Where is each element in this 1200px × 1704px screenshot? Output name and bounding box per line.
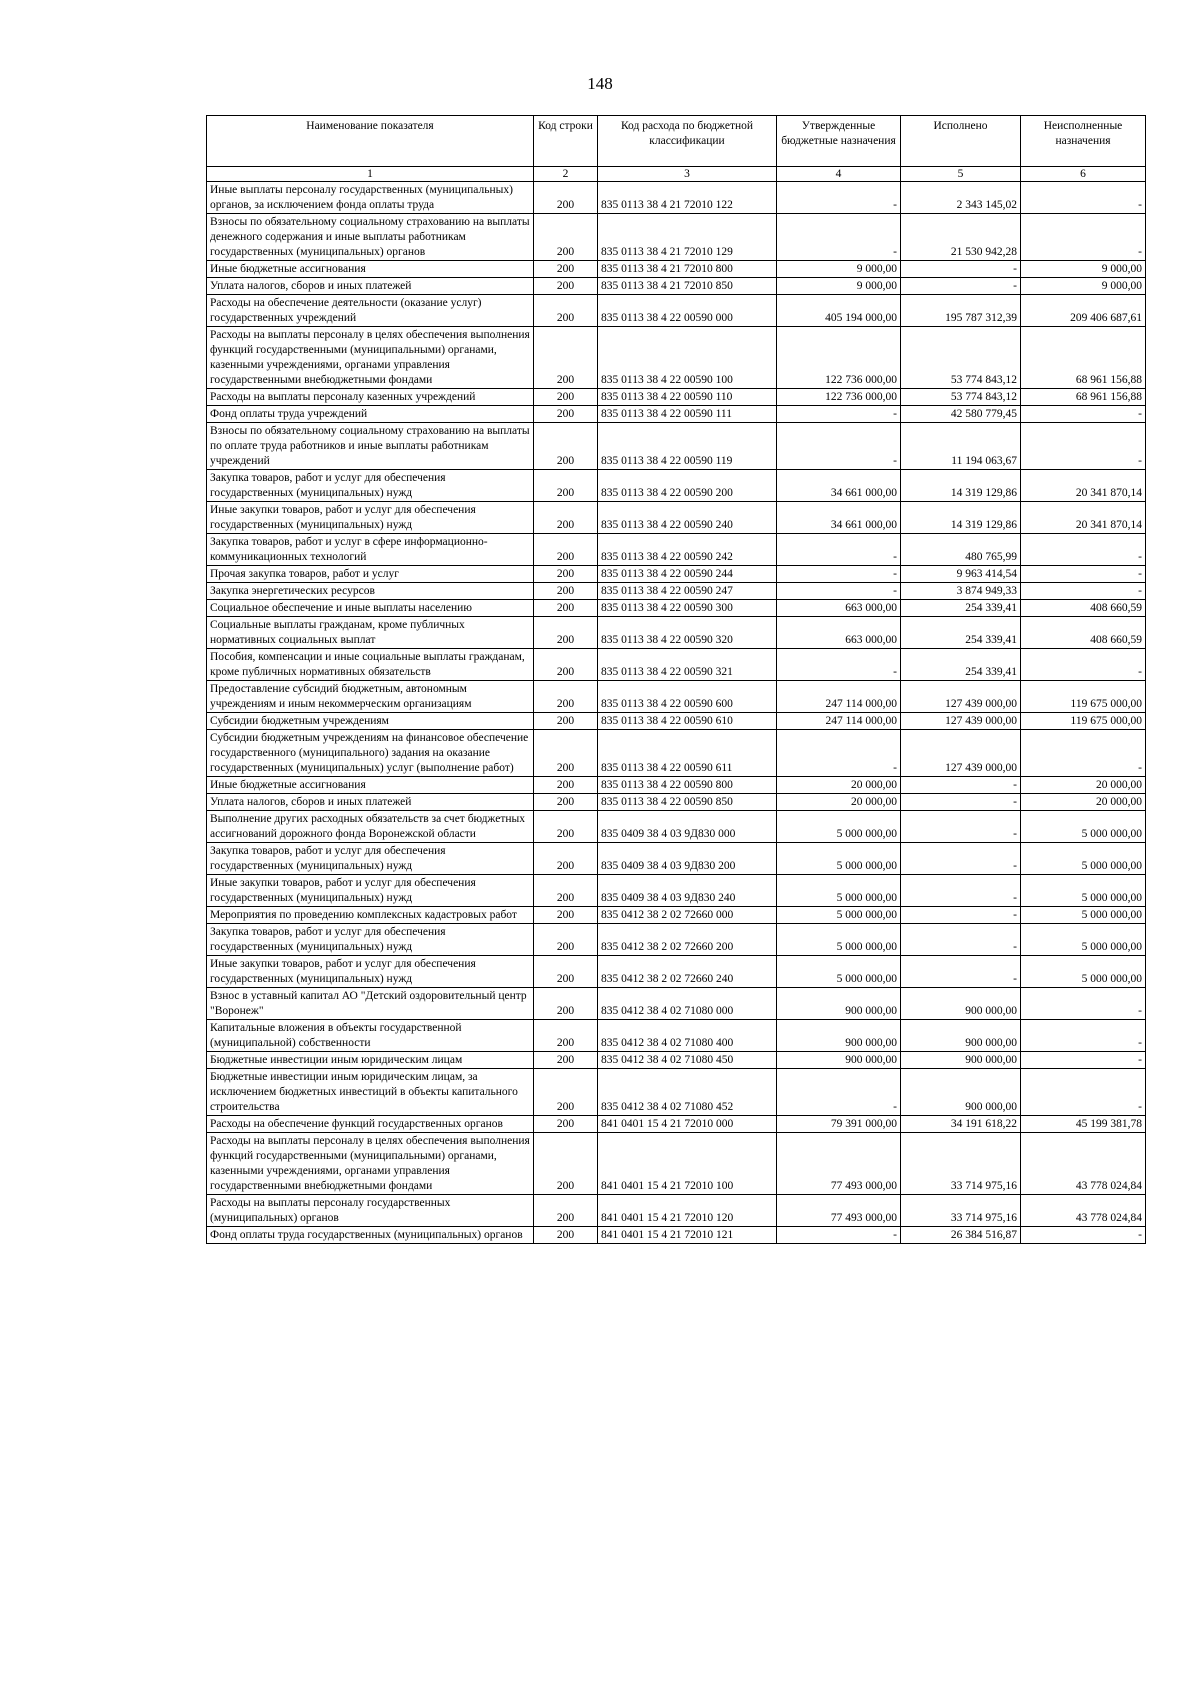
indicator-name-cell: Взносы по обязательному социальному страхованию на выплаты денежного содержания и иные выплаты работникам государственных (муниципальных) органов <box>207 214 534 261</box>
executed-amount-cell: 14 319 129,86 <box>901 470 1021 502</box>
line-code-cell: 200 <box>534 406 598 423</box>
line-code-cell: 200 <box>534 182 598 214</box>
expense-code-cell: 835 0113 38 4 21 72010 850 <box>598 278 777 295</box>
executed-amount-cell: 42 580 779,45 <box>901 406 1021 423</box>
column-number: 6 <box>1021 167 1146 182</box>
unexecuted-amount-cell: 5 000 000,00 <box>1021 875 1146 907</box>
table-row <box>207 777 1146 794</box>
indicator-name-cell: Закупка товаров, работ и услуг для обеспечения государственных (муниципальных) нужд <box>207 924 534 956</box>
executed-amount-cell: - <box>901 261 1021 278</box>
indicator-name-cell: Капитальные вложения в объекты государственной (муниципальной) собственности <box>207 1020 534 1052</box>
executed-amount-cell: - <box>901 794 1021 811</box>
indicator-name-cell: Закупка энергетических ресурсов <box>207 583 534 600</box>
table-row <box>207 730 1146 777</box>
unexecuted-amount-cell: 408 660,59 <box>1021 617 1146 649</box>
executed-amount-cell: 21 530 942,28 <box>901 214 1021 261</box>
indicator-name-cell: Бюджетные инвестиции иным юридическим лицам, за исключением бюджетных инвестиций в объекты капитального строительства <box>207 1069 534 1116</box>
executed-amount-cell: 254 339,41 <box>901 600 1021 617</box>
expense-code-cell: 835 0409 38 4 03 9Д830 240 <box>598 875 777 907</box>
approved-amount-cell: 20 000,00 <box>777 794 901 811</box>
executed-amount-cell: 11 194 063,67 <box>901 423 1021 470</box>
expense-code-cell: 835 0113 38 4 22 00590 321 <box>598 649 777 681</box>
expense-code-cell: 835 0113 38 4 22 00590 000 <box>598 295 777 327</box>
unexecuted-amount-cell: 119 675 000,00 <box>1021 713 1146 730</box>
line-code-cell: 200 <box>534 1069 598 1116</box>
executed-amount-cell: - <box>901 811 1021 843</box>
line-code-cell: 200 <box>534 1052 598 1069</box>
executed-amount-cell: 34 191 618,22 <box>901 1116 1021 1133</box>
expense-code-cell: 835 0412 38 4 02 71080 450 <box>598 1052 777 1069</box>
line-code-cell: 200 <box>534 811 598 843</box>
approved-amount-cell: 122 736 000,00 <box>777 327 901 389</box>
executed-amount-cell: - <box>901 875 1021 907</box>
indicator-name-cell: Фонд оплаты труда государственных (муниципальных) органов <box>207 1227 534 1244</box>
executed-amount-cell: - <box>901 956 1021 988</box>
approved-amount-cell: 663 000,00 <box>777 617 901 649</box>
expense-code-cell: 835 0113 38 4 22 00590 242 <box>598 534 777 566</box>
column-number: 3 <box>598 167 777 182</box>
table-row <box>207 843 1146 875</box>
approved-amount-cell: 5 000 000,00 <box>777 907 901 924</box>
approved-amount-cell: - <box>777 534 901 566</box>
approved-amount-cell: - <box>777 1069 901 1116</box>
executed-amount-cell: 2 343 145,02 <box>901 182 1021 214</box>
table-row <box>207 907 1146 924</box>
executed-amount-cell: - <box>901 924 1021 956</box>
approved-amount-cell: 5 000 000,00 <box>777 924 901 956</box>
unexecuted-amount-cell: 209 406 687,61 <box>1021 295 1146 327</box>
approved-amount-cell: 247 114 000,00 <box>777 713 901 730</box>
executed-amount-cell: 480 765,99 <box>901 534 1021 566</box>
table-row <box>207 1052 1146 1069</box>
approved-amount-cell: - <box>777 583 901 600</box>
approved-amount-cell: - <box>777 649 901 681</box>
table-row <box>207 502 1146 534</box>
approved-amount-cell: 9 000,00 <box>777 261 901 278</box>
executed-amount-cell: 254 339,41 <box>901 649 1021 681</box>
executed-amount-cell: 127 439 000,00 <box>901 713 1021 730</box>
header-approved: Утвержденные бюджетные назначения <box>777 116 901 167</box>
line-code-cell: 200 <box>534 502 598 534</box>
line-code-cell: 200 <box>534 794 598 811</box>
table-row <box>207 406 1146 423</box>
unexecuted-amount-cell: 20 000,00 <box>1021 794 1146 811</box>
line-code-cell: 200 <box>534 777 598 794</box>
indicator-name-cell: Взнос в уставный капитал АО "Детский оздоровительный центр "Воронеж" <box>207 988 534 1020</box>
table-row <box>207 566 1146 583</box>
expense-code-cell: 835 0113 38 4 21 72010 800 <box>598 261 777 278</box>
table-row <box>207 617 1146 649</box>
expense-code-cell: 835 0113 38 4 22 00590 119 <box>598 423 777 470</box>
column-number: 2 <box>534 167 598 182</box>
indicator-name-cell: Расходы на выплаты персоналу в целях обеспечения выполнения функций государственными (муниципальными) органами, казенными учреждениями, органами управления государственными внебюджетными фондами <box>207 1133 534 1195</box>
executed-amount-cell: 900 000,00 <box>901 1052 1021 1069</box>
budget-execution-table <box>206 115 1146 1244</box>
line-code-cell: 200 <box>534 583 598 600</box>
unexecuted-amount-cell: 5 000 000,00 <box>1021 843 1146 875</box>
line-code-cell: 200 <box>534 843 598 875</box>
executed-amount-cell: 9 963 414,54 <box>901 566 1021 583</box>
expense-code-cell: 841 0401 15 4 21 72010 121 <box>598 1227 777 1244</box>
indicator-name-cell: Прочая закупка товаров, работ и услуг <box>207 566 534 583</box>
table-row <box>207 875 1146 907</box>
executed-amount-cell: 33 714 975,16 <box>901 1195 1021 1227</box>
executed-amount-cell: 195 787 312,39 <box>901 295 1021 327</box>
table-row <box>207 182 1146 214</box>
line-code-cell: 200 <box>534 956 598 988</box>
line-code-cell: 200 <box>534 907 598 924</box>
line-code-cell: 200 <box>534 389 598 406</box>
executed-amount-cell: 254 339,41 <box>901 617 1021 649</box>
table-row <box>207 1116 1146 1133</box>
unexecuted-amount-cell: - <box>1021 730 1146 777</box>
expense-code-cell: 835 0113 38 4 21 72010 129 <box>598 214 777 261</box>
expense-code-cell: 835 0412 38 4 02 71080 400 <box>598 1020 777 1052</box>
line-code-cell: 200 <box>534 713 598 730</box>
line-code-cell: 200 <box>534 988 598 1020</box>
header-executed: Исполнено <box>901 116 1021 167</box>
unexecuted-amount-cell: 68 961 156,88 <box>1021 389 1146 406</box>
approved-amount-cell: 247 114 000,00 <box>777 681 901 713</box>
expense-code-cell: 835 0113 38 4 22 00590 240 <box>598 502 777 534</box>
unexecuted-amount-cell: - <box>1021 214 1146 261</box>
line-code-cell: 200 <box>534 295 598 327</box>
header-expense-code: Код расхода по бюджетной классификации <box>598 116 777 167</box>
executed-amount-cell: 127 439 000,00 <box>901 730 1021 777</box>
table-row <box>207 713 1146 730</box>
executed-amount-cell: 33 714 975,16 <box>901 1133 1021 1195</box>
indicator-name-cell: Расходы на выплаты персоналу в целях обеспечения выполнения функций государственными (муниципальными) органами, казенными учреждениями, органами управления государственными внебюджетными фондами <box>207 327 534 389</box>
unexecuted-amount-cell: - <box>1021 583 1146 600</box>
page-number: 148 <box>587 74 613 93</box>
indicator-name-cell: Иные закупки товаров, работ и услуг для обеспечения государственных (муниципальных) нужд <box>207 875 534 907</box>
unexecuted-amount-cell: 20 000,00 <box>1021 777 1146 794</box>
indicator-name-cell: Фонд оплаты труда учреждений <box>207 406 534 423</box>
indicator-name-cell: Уплата налогов, сборов и иных платежей <box>207 278 534 295</box>
indicator-name-cell: Выполнение других расходных обязательств за счет бюджетных ассигнований дорожного фонда Воронежской области <box>207 811 534 843</box>
table-row <box>207 811 1146 843</box>
table-row <box>207 794 1146 811</box>
indicator-name-cell: Расходы на выплаты персоналу государственных (муниципальных) органов <box>207 1195 534 1227</box>
executed-amount-cell: 26 384 516,87 <box>901 1227 1021 1244</box>
executed-amount-cell: 900 000,00 <box>901 1020 1021 1052</box>
approved-amount-cell: - <box>777 566 901 583</box>
table-row <box>207 583 1146 600</box>
table-row <box>207 924 1146 956</box>
indicator-name-cell: Субсидии бюджетным учреждениям <box>207 713 534 730</box>
indicator-name-cell: Иные закупки товаров, работ и услуг для обеспечения государственных (муниципальных) нужд <box>207 956 534 988</box>
line-code-cell: 200 <box>534 1195 598 1227</box>
unexecuted-amount-cell: 9 000,00 <box>1021 261 1146 278</box>
approved-amount-cell: 9 000,00 <box>777 278 901 295</box>
approved-amount-cell: 900 000,00 <box>777 1020 901 1052</box>
table-row <box>207 295 1146 327</box>
table-row <box>207 649 1146 681</box>
expense-code-cell: 835 0412 38 2 02 72660 200 <box>598 924 777 956</box>
unexecuted-amount-cell: 5 000 000,00 <box>1021 907 1146 924</box>
approved-amount-cell: 405 194 000,00 <box>777 295 901 327</box>
approved-amount-cell: 79 391 000,00 <box>777 1116 901 1133</box>
table-row <box>207 1195 1146 1227</box>
table-row <box>207 600 1146 617</box>
table-row <box>207 470 1146 502</box>
table-row <box>207 389 1146 406</box>
header-line-code: Код строки <box>534 116 598 167</box>
indicator-name-cell: Субсидии бюджетным учреждениям на финансовое обеспечение государственного (муниципального) задания на оказание государственных (муниципальных) услуг (выполнение работ) <box>207 730 534 777</box>
unexecuted-amount-cell: 43 778 024,84 <box>1021 1133 1146 1195</box>
expense-code-cell: 835 0113 38 4 22 00590 247 <box>598 583 777 600</box>
unexecuted-amount-cell: 68 961 156,88 <box>1021 327 1146 389</box>
line-code-cell: 200 <box>534 1020 598 1052</box>
unexecuted-amount-cell: - <box>1021 182 1146 214</box>
executed-amount-cell: - <box>901 777 1021 794</box>
unexecuted-amount-cell: 9 000,00 <box>1021 278 1146 295</box>
executed-amount-cell: 900 000,00 <box>901 1069 1021 1116</box>
table-row <box>207 327 1146 389</box>
indicator-name-cell: Пособия, компенсации и иные социальные выплаты гражданам, кроме публичных нормативных обязательств <box>207 649 534 681</box>
line-code-cell: 200 <box>534 649 598 681</box>
approved-amount-cell: - <box>777 214 901 261</box>
expense-code-cell: 841 0401 15 4 21 72010 100 <box>598 1133 777 1195</box>
unexecuted-amount-cell: - <box>1021 1069 1146 1116</box>
indicator-name-cell: Социальное обеспечение и иные выплаты населению <box>207 600 534 617</box>
approved-amount-cell: 77 493 000,00 <box>777 1133 901 1195</box>
executed-amount-cell: 900 000,00 <box>901 988 1021 1020</box>
indicator-name-cell: Уплата налогов, сборов и иных платежей <box>207 794 534 811</box>
table-row <box>207 1227 1146 1244</box>
table-row <box>207 214 1146 261</box>
expense-code-cell: 835 0113 38 4 22 00590 850 <box>598 794 777 811</box>
approved-amount-cell: 900 000,00 <box>777 1052 901 1069</box>
unexecuted-amount-cell: 5 000 000,00 <box>1021 811 1146 843</box>
line-code-cell: 200 <box>534 617 598 649</box>
table-row <box>207 1133 1146 1195</box>
unexecuted-amount-cell: - <box>1021 1227 1146 1244</box>
expense-code-cell: 835 0113 38 4 22 00590 111 <box>598 406 777 423</box>
unexecuted-amount-cell: - <box>1021 649 1146 681</box>
indicator-name-cell: Расходы на обеспечение функций государственных органов <box>207 1116 534 1133</box>
approved-amount-cell: 900 000,00 <box>777 988 901 1020</box>
unexecuted-amount-cell: - <box>1021 423 1146 470</box>
indicator-name-cell: Иные бюджетные ассигнования <box>207 777 534 794</box>
indicator-name-cell: Иные закупки товаров, работ и услуг для обеспечения государственных (муниципальных) нужд <box>207 502 534 534</box>
expense-code-cell: 835 0113 38 4 22 00590 611 <box>598 730 777 777</box>
unexecuted-amount-cell: 5 000 000,00 <box>1021 924 1146 956</box>
table-header-row <box>207 116 1146 167</box>
expense-code-cell: 835 0113 38 4 22 00590 800 <box>598 777 777 794</box>
unexecuted-amount-cell: - <box>1021 406 1146 423</box>
expense-code-cell: 835 0113 38 4 22 00590 610 <box>598 713 777 730</box>
line-code-cell: 200 <box>534 261 598 278</box>
header-unexecuted: Неисполненные назначения <box>1021 116 1146 167</box>
line-code-cell: 200 <box>534 1133 598 1195</box>
expense-code-cell: 835 0409 38 4 03 9Д830 200 <box>598 843 777 875</box>
table-row <box>207 278 1146 295</box>
indicator-name-cell: Иные выплаты персоналу государственных (муниципальных) органов, за исключением фонда оплаты труда <box>207 182 534 214</box>
expense-code-cell: 835 0113 38 4 22 00590 320 <box>598 617 777 649</box>
indicator-name-cell: Предоставление субсидий бюджетным, автономным учреждениям и иным некоммерческим организациям <box>207 681 534 713</box>
table-body <box>207 182 1146 1244</box>
expense-code-cell: 835 0113 38 4 21 72010 122 <box>598 182 777 214</box>
unexecuted-amount-cell: 119 675 000,00 <box>1021 681 1146 713</box>
expense-code-cell: 835 0412 38 2 02 72660 240 <box>598 956 777 988</box>
indicator-name-cell: Социальные выплаты гражданам, кроме публичных нормативных социальных выплат <box>207 617 534 649</box>
line-code-cell: 200 <box>534 681 598 713</box>
executed-amount-cell: 53 774 843,12 <box>901 327 1021 389</box>
unexecuted-amount-cell: 5 000 000,00 <box>1021 956 1146 988</box>
column-number-row <box>207 167 1146 182</box>
unexecuted-amount-cell: 20 341 870,14 <box>1021 502 1146 534</box>
executed-amount-cell: 14 319 129,86 <box>901 502 1021 534</box>
table-row <box>207 681 1146 713</box>
table-row <box>207 988 1146 1020</box>
unexecuted-amount-cell: 408 660,59 <box>1021 600 1146 617</box>
expense-code-cell: 835 0113 38 4 22 00590 200 <box>598 470 777 502</box>
unexecuted-amount-cell: 20 341 870,14 <box>1021 470 1146 502</box>
approved-amount-cell: 5 000 000,00 <box>777 875 901 907</box>
executed-amount-cell: 127 439 000,00 <box>901 681 1021 713</box>
indicator-name-cell: Расходы на обеспечение деятельности (оказание услуг) государственных учреждений <box>207 295 534 327</box>
line-code-cell: 200 <box>534 924 598 956</box>
approved-amount-cell: 5 000 000,00 <box>777 956 901 988</box>
approved-amount-cell: 5 000 000,00 <box>777 843 901 875</box>
line-code-cell: 200 <box>534 730 598 777</box>
expense-code-cell: 835 0409 38 4 03 9Д830 000 <box>598 811 777 843</box>
expense-code-cell: 835 0113 38 4 22 00590 110 <box>598 389 777 406</box>
indicator-name-cell: Мероприятия по проведению комплексных кадастровых работ <box>207 907 534 924</box>
executed-amount-cell: - <box>901 907 1021 924</box>
table-row <box>207 534 1146 566</box>
line-code-cell: 200 <box>534 470 598 502</box>
approved-amount-cell: - <box>777 730 901 777</box>
expense-code-cell: 841 0401 15 4 21 72010 120 <box>598 1195 777 1227</box>
expense-code-cell: 835 0412 38 4 02 71080 000 <box>598 988 777 1020</box>
approved-amount-cell: 34 661 000,00 <box>777 470 901 502</box>
indicator-name-cell: Иные бюджетные ассигнования <box>207 261 534 278</box>
header-indicator-name: Наименование показателя <box>207 116 534 167</box>
table-row <box>207 261 1146 278</box>
unexecuted-amount-cell: 45 199 381,78 <box>1021 1116 1146 1133</box>
indicator-name-cell: Расходы на выплаты персоналу казенных учреждений <box>207 389 534 406</box>
approved-amount-cell: 34 661 000,00 <box>777 502 901 534</box>
line-code-cell: 200 <box>534 600 598 617</box>
line-code-cell: 200 <box>534 214 598 261</box>
executed-amount-cell: - <box>901 278 1021 295</box>
indicator-name-cell: Закупка товаров, работ и услуг для обеспечения государственных (муниципальных) нужд <box>207 470 534 502</box>
approved-amount-cell: - <box>777 182 901 214</box>
unexecuted-amount-cell: - <box>1021 1020 1146 1052</box>
indicator-name-cell: Бюджетные инвестиции иным юридическим лицам <box>207 1052 534 1069</box>
unexecuted-amount-cell: 43 778 024,84 <box>1021 1195 1146 1227</box>
indicator-name-cell: Закупка товаров, работ и услуг для обеспечения государственных (муниципальных) нужд <box>207 843 534 875</box>
approved-amount-cell: 122 736 000,00 <box>777 389 901 406</box>
unexecuted-amount-cell: - <box>1021 988 1146 1020</box>
expense-code-cell: 835 0113 38 4 22 00590 600 <box>598 681 777 713</box>
approved-amount-cell: 663 000,00 <box>777 600 901 617</box>
line-code-cell: 200 <box>534 1116 598 1133</box>
line-code-cell: 200 <box>534 278 598 295</box>
expense-code-cell: 835 0113 38 4 22 00590 244 <box>598 566 777 583</box>
executed-amount-cell: 3 874 949,33 <box>901 583 1021 600</box>
line-code-cell: 200 <box>534 327 598 389</box>
column-number: 5 <box>901 167 1021 182</box>
indicator-name-cell: Взносы по обязательному социальному страхованию на выплаты по оплате труда работников и иные выплаты работникам учреждений <box>207 423 534 470</box>
unexecuted-amount-cell: - <box>1021 566 1146 583</box>
indicator-name-cell: Закупка товаров, работ и услуг в сфере информационно-коммуникационных технологий <box>207 534 534 566</box>
expense-code-cell: 835 0113 38 4 22 00590 100 <box>598 327 777 389</box>
line-code-cell: 200 <box>534 1227 598 1244</box>
table-row <box>207 1020 1146 1052</box>
table-row <box>207 956 1146 988</box>
approved-amount-cell: 5 000 000,00 <box>777 811 901 843</box>
column-number: 1 <box>207 167 534 182</box>
line-code-cell: 200 <box>534 534 598 566</box>
column-number: 4 <box>777 167 901 182</box>
unexecuted-amount-cell: - <box>1021 1052 1146 1069</box>
table-row <box>207 423 1146 470</box>
expense-code-cell: 835 0412 38 2 02 72660 000 <box>598 907 777 924</box>
approved-amount-cell: 77 493 000,00 <box>777 1195 901 1227</box>
line-code-cell: 200 <box>534 423 598 470</box>
line-code-cell: 200 <box>534 875 598 907</box>
executed-amount-cell: 53 774 843,12 <box>901 389 1021 406</box>
expense-code-cell: 835 0113 38 4 22 00590 300 <box>598 600 777 617</box>
line-code-cell: 200 <box>534 566 598 583</box>
approved-amount-cell: - <box>777 1227 901 1244</box>
expense-code-cell: 841 0401 15 4 21 72010 000 <box>598 1116 777 1133</box>
approved-amount-cell: - <box>777 406 901 423</box>
executed-amount-cell: - <box>901 843 1021 875</box>
expense-code-cell: 835 0412 38 4 02 71080 452 <box>598 1069 777 1116</box>
unexecuted-amount-cell: - <box>1021 534 1146 566</box>
approved-amount-cell: - <box>777 423 901 470</box>
table-row <box>207 1069 1146 1116</box>
approved-amount-cell: 20 000,00 <box>777 777 901 794</box>
